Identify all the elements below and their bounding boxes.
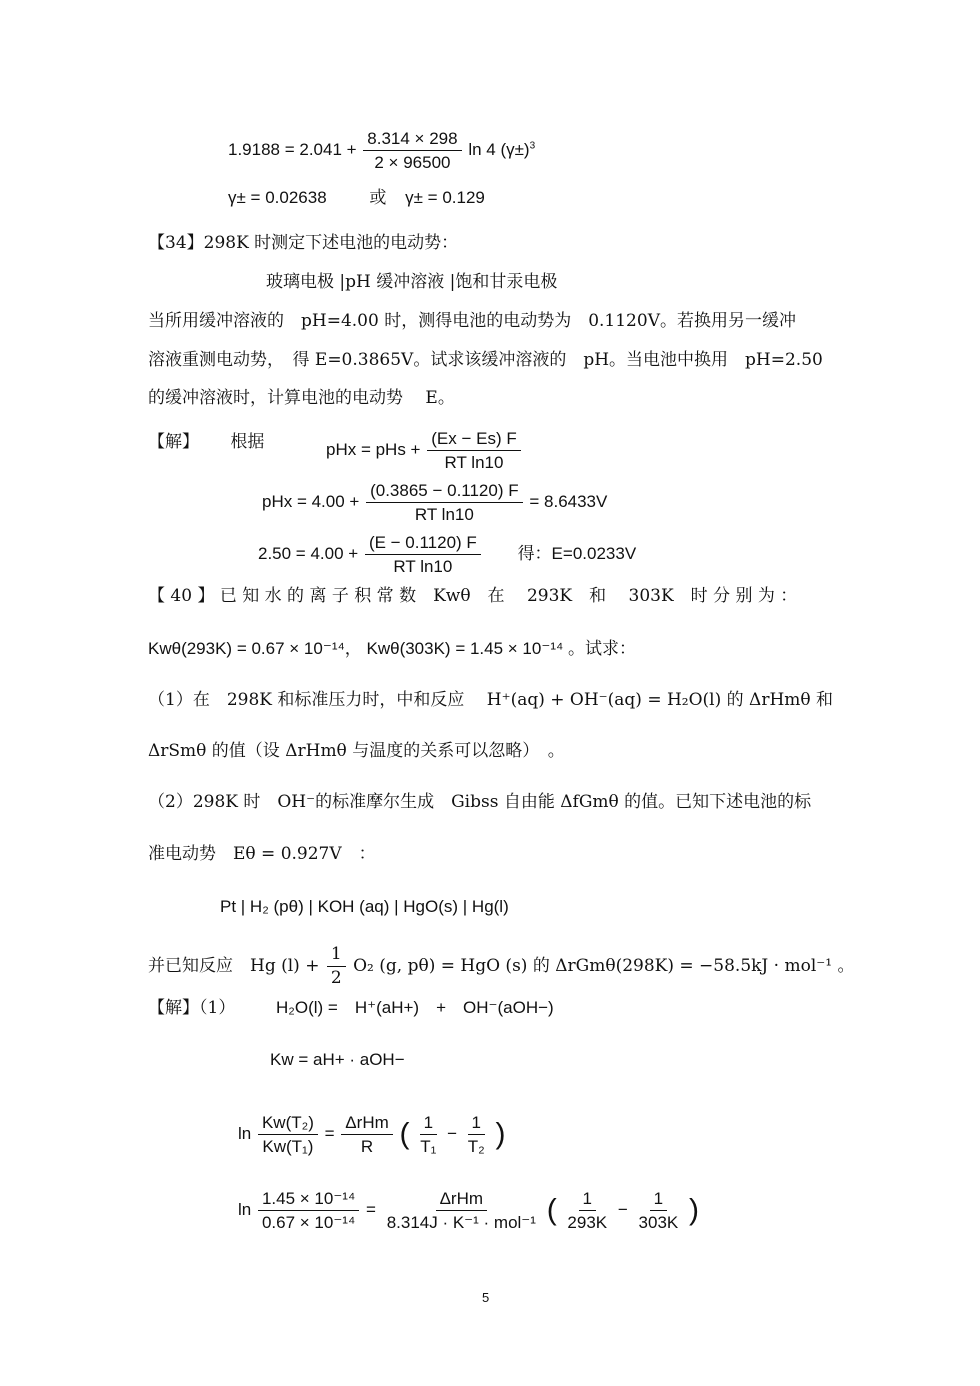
solution-label: 【解】 [148, 432, 199, 452]
fraction-numerator: (Ex − Es) F [427, 428, 520, 451]
fraction-denominator: R [360, 1137, 374, 1156]
fraction [635, 1188, 683, 1233]
fraction [464, 1112, 489, 1157]
problem-40-q2b: 准电动势 Eθ = 0.927V ： [148, 844, 376, 864]
fraction-denominator: Kw(T₁) [262, 1137, 314, 1156]
fraction-denominator: RT ln10 [393, 557, 453, 576]
fraction-numerator: (E − 0.1120) F [365, 532, 481, 555]
minus-sign: − [447, 1123, 458, 1143]
solution-40-ln-numeric [238, 1188, 699, 1233]
formula-result: = 8.6433V [529, 491, 608, 511]
exponent: 3 [529, 140, 536, 152]
page-number: 5 [482, 1290, 490, 1305]
equation-lhs: 1.9188 = 2.041 + [228, 139, 357, 159]
fraction [365, 532, 481, 577]
result-a: γ± = 0.02638 [228, 188, 327, 207]
equals-sign: = [366, 1199, 376, 1219]
minus-sign: − [617, 1199, 628, 1219]
fraction-denominator: RT ln10 [414, 505, 474, 524]
fraction [427, 428, 520, 473]
right-paren: ) [495, 1117, 506, 1151]
fraction-numerator: ΔrHm [341, 1112, 392, 1135]
fraction-numerator: (0.3865 − 0.1120) F [366, 480, 523, 503]
formula-lhs: pHx = 4.00 + [262, 491, 360, 511]
solution-34-formula-1 [326, 428, 523, 473]
problem-34-cell: 玻璃电极 |pH 缓冲溶液 |饱和甘汞电极 [266, 272, 558, 292]
fraction-denominator: T₂ [467, 1137, 485, 1156]
formula-lhs: 2.50 = 4.00 + [258, 543, 359, 563]
fraction [366, 480, 523, 525]
equation-results [228, 186, 485, 210]
fraction [563, 1188, 611, 1233]
problem-34-title: 【34】298K 时测定下述电池的电动势： [148, 233, 459, 253]
problem-40-kw-values: Kwθ(293K) = 0.67 × 10⁻¹⁴， Kwθ(303K) = 1.45 × 10⁻¹⁴ 。试求： [148, 639, 637, 658]
solution-40-ln-general [238, 1112, 505, 1157]
left-paren: ( [546, 1193, 557, 1227]
equation-tail: ln 4 (γ±) [468, 139, 530, 159]
problem-40-q1a: （1）在 298K 和标准压力时，中和反应 H⁺(aq) + OH⁻(aq) = H₂O(l) 的 ΔrHmθ 和 [148, 690, 834, 710]
fraction-numerator: 8.314 × 298 [363, 128, 461, 151]
solution-40-label: 【解】（1） [148, 998, 236, 1018]
problem-40-q2a: （2）298K 时 OH⁻的标准摩尔生成 Gibss 自由能 ΔfGmθ 的值。已知下述电池的标 [148, 792, 812, 812]
known-part-a: 并已知反应 Hg (l) + [148, 956, 320, 976]
fraction-numerator: 1.45 × 10⁻¹⁴ [258, 1188, 359, 1211]
fraction-numerator: 1 [327, 944, 346, 967]
solution-40-reaction: H₂O(l) = H⁺(aH+) + OH⁻(aOH−) [276, 998, 554, 1017]
ln-symbol: ln [238, 1199, 252, 1219]
right-paren: ) [688, 1193, 699, 1227]
or-word: 或 [369, 188, 387, 208]
solution-34-formula-3 [258, 532, 636, 577]
result-b: γ± = 0.129 [405, 188, 485, 207]
fraction-numerator: ΔrHm [436, 1188, 487, 1211]
problem-40-cell: Pt | H₂ (pθ) | KOH (aq) | HgO(s) | Hg(l) [220, 897, 509, 916]
equals-sign: = [324, 1123, 335, 1143]
ln-symbol: ln [238, 1123, 252, 1143]
fraction-denominator: 293K [567, 1213, 608, 1232]
formula-lhs: pHx = pHs + [326, 439, 421, 459]
fraction-numerator: Kw(T₂) [258, 1112, 318, 1135]
fraction-denominator: 2 × 96500 [374, 153, 451, 172]
fraction [258, 1112, 318, 1157]
fraction-numerator: 1 [579, 1188, 596, 1211]
problem-34-line-2: 溶液重测电动势， 得 E=0.3865V。试求该缓冲溶液的 pH。当电池中换用 pH=2.50 [148, 350, 823, 370]
left-paren: ( [399, 1117, 410, 1151]
fraction-denominator: RT ln10 [444, 453, 504, 472]
fraction [363, 128, 461, 173]
problem-40-known [148, 944, 854, 989]
known-part-b: O₂ (g, pθ) = HgO (s) 的 ΔrGmθ(298K) = −58.5kJ · mol⁻¹ 。 [353, 956, 855, 976]
solution-34-formula-2 [262, 480, 607, 525]
solution-34-label [148, 430, 264, 454]
fraction-denominator: 8.314J · K⁻¹ · mol⁻¹ [386, 1213, 536, 1232]
fraction [258, 1188, 359, 1233]
fraction-denominator: 2 [330, 968, 342, 988]
fraction [416, 1112, 440, 1157]
fraction-denominator: 0.67 × 10⁻¹⁴ [261, 1213, 356, 1232]
fraction-numerator: 1 [650, 1188, 667, 1211]
problem-34-line-3: 的缓冲溶液时，计算电池的电动势 E。 [148, 388, 455, 408]
fraction-numerator: 1 [468, 1112, 485, 1135]
problem-40-q1b: ΔrSmθ 的值（设 ΔrHmθ 与温度的关系可以忽略） 。 [148, 741, 565, 761]
equation-activity-coefficient [228, 128, 535, 173]
basis-word: 根据 [230, 432, 265, 452]
formula-result: 得：E=0.0233V [517, 543, 637, 563]
fraction [341, 1112, 392, 1157]
fraction-denominator: T₁ [420, 1137, 437, 1156]
fraction [383, 1188, 540, 1233]
fraction-denominator: 303K [638, 1213, 679, 1232]
problem-40-title: 【 40 】 已 知 水 的 离 子 积 常 数 Kwθ 在 293K 和 303K 时 分 别 为 ： [148, 586, 798, 606]
solution-40-kw: Kw = aH+ · aOH− [270, 1050, 405, 1069]
problem-34-line-1: 当所用缓冲溶液的 pH=4.00 时，测得电池的电动势为 0.1120V。若换用另一缓冲 [148, 311, 796, 331]
fraction-half [327, 944, 346, 989]
fraction-numerator: 1 [420, 1112, 437, 1135]
